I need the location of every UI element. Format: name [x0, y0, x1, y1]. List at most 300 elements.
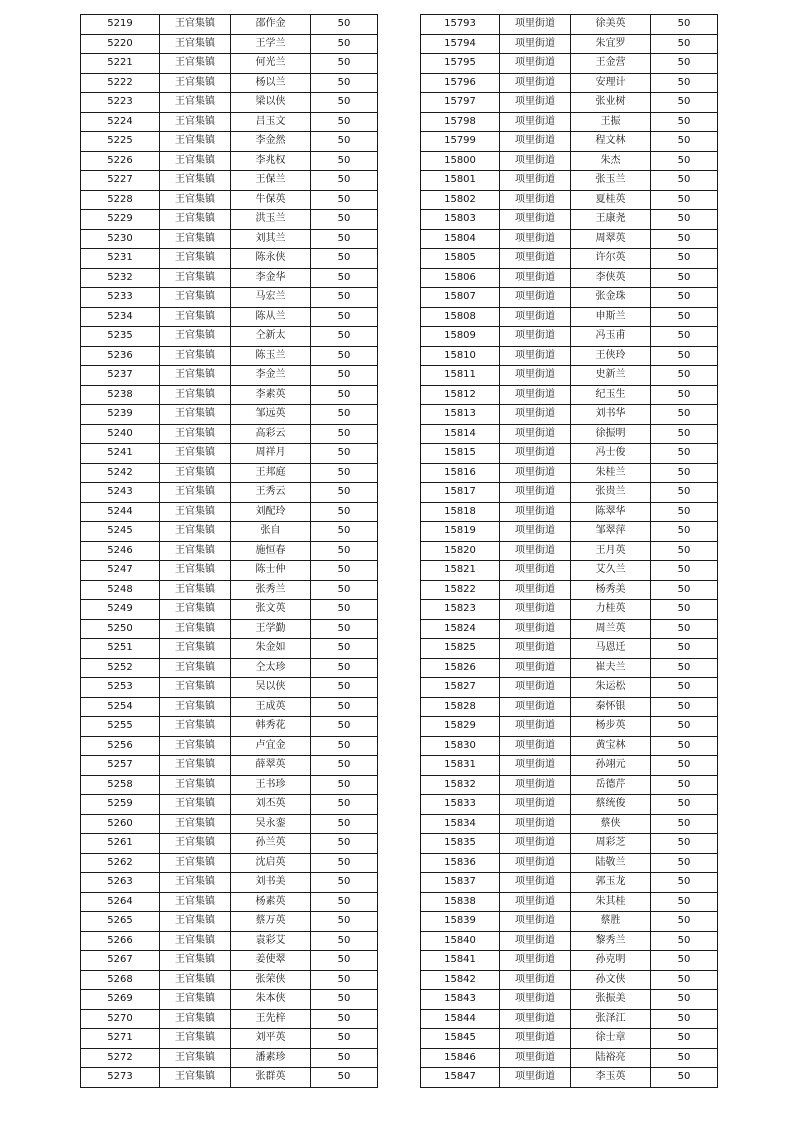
serial-number-cell: 15828 [421, 697, 500, 717]
township-cell: 王官集镇 [160, 775, 231, 795]
serial-number-cell: 5249 [81, 600, 160, 620]
township-cell: 王官集镇 [160, 814, 231, 834]
name-cell: 黎秀兰 [571, 931, 651, 951]
serial-number-cell: 5251 [81, 639, 160, 659]
township-cell: 项里街道 [500, 639, 571, 659]
name-cell: 张振美 [571, 990, 651, 1010]
table-row [421, 717, 718, 737]
amount-cell: 50 [651, 580, 718, 600]
name-cell: 陈玉兰 [231, 346, 311, 366]
table-row [81, 346, 378, 366]
amount-cell: 50 [311, 249, 378, 269]
name-cell: 施恒春 [231, 541, 311, 561]
amount-cell: 50 [651, 346, 718, 366]
table-row [421, 327, 718, 347]
township-cell: 项里街道 [500, 502, 571, 522]
amount-cell: 50 [651, 210, 718, 230]
name-cell: 秦怀银 [571, 697, 651, 717]
township-cell: 王官集镇 [160, 327, 231, 347]
table-row [81, 873, 378, 893]
amount-cell: 50 [651, 229, 718, 249]
amount-cell: 50 [311, 346, 378, 366]
serial-number-cell: 15846 [421, 1048, 500, 1068]
table-row [421, 483, 718, 503]
table-row [421, 990, 718, 1010]
name-cell: 蔡万英 [231, 912, 311, 932]
amount-cell: 50 [311, 639, 378, 659]
serial-number-cell: 5253 [81, 678, 160, 698]
table-row [81, 639, 378, 659]
name-cell: 李兆权 [231, 151, 311, 171]
township-cell: 项里街道 [500, 600, 571, 620]
name-cell: 姜使翠 [231, 951, 311, 971]
serial-number-cell: 15814 [421, 424, 500, 444]
amount-cell: 50 [311, 1048, 378, 1068]
name-cell: 马恩迁 [571, 639, 651, 659]
serial-number-cell: 5236 [81, 346, 160, 366]
amount-cell: 50 [651, 327, 718, 347]
amount-cell: 50 [651, 1068, 718, 1088]
serial-number-cell: 5232 [81, 268, 160, 288]
table-row [81, 600, 378, 620]
serial-number-cell: 5248 [81, 580, 160, 600]
name-cell: 刘书美 [231, 873, 311, 893]
serial-number-cell: 15840 [421, 931, 500, 951]
amount-cell: 50 [311, 463, 378, 483]
amount-cell: 50 [311, 424, 378, 444]
township-cell: 项里街道 [500, 795, 571, 815]
table-row [81, 54, 378, 74]
name-cell: 刘配玲 [231, 502, 311, 522]
township-cell: 王官集镇 [160, 580, 231, 600]
name-cell: 陈从兰 [231, 307, 311, 327]
name-cell: 徐士章 [571, 1029, 651, 1049]
serial-number-cell: 5252 [81, 658, 160, 678]
name-cell: 李素英 [231, 385, 311, 405]
serial-number-cell: 15798 [421, 112, 500, 132]
serial-number-cell: 15834 [421, 814, 500, 834]
table-row [81, 912, 378, 932]
serial-number-cell: 5234 [81, 307, 160, 327]
name-cell: 袁彩艾 [231, 931, 311, 951]
township-cell: 王官集镇 [160, 54, 231, 74]
name-cell: 王保兰 [231, 171, 311, 191]
amount-cell: 50 [311, 190, 378, 210]
table-row [421, 346, 718, 366]
right-roster-table [420, 14, 718, 1088]
table-row [81, 1048, 378, 1068]
township-cell: 王官集镇 [160, 795, 231, 815]
table-row [81, 990, 378, 1010]
serial-number-cell: 15816 [421, 463, 500, 483]
table-row [81, 366, 378, 386]
amount-cell: 50 [311, 405, 378, 425]
amount-cell: 50 [651, 1029, 718, 1049]
table-row [81, 775, 378, 795]
amount-cell: 50 [651, 444, 718, 464]
amount-cell: 50 [311, 717, 378, 737]
serial-number-cell: 15847 [421, 1068, 500, 1088]
township-cell: 项里街道 [500, 151, 571, 171]
name-cell: 韩秀花 [231, 717, 311, 737]
township-cell: 王官集镇 [160, 151, 231, 171]
amount-cell: 50 [311, 54, 378, 74]
table-row [81, 502, 378, 522]
serial-number-cell: 15832 [421, 775, 500, 795]
township-cell: 王官集镇 [160, 483, 231, 503]
amount-cell: 50 [311, 931, 378, 951]
township-cell: 王官集镇 [160, 366, 231, 386]
serial-number-cell: 15839 [421, 912, 500, 932]
table-row [81, 132, 378, 152]
township-cell: 项里街道 [500, 73, 571, 93]
township-cell: 王官集镇 [160, 15, 231, 35]
table-row [81, 171, 378, 191]
serial-number-cell: 5256 [81, 736, 160, 756]
name-cell: 张荣侠 [231, 970, 311, 990]
amount-cell: 50 [311, 834, 378, 854]
name-cell: 陈翠华 [571, 502, 651, 522]
township-cell: 王官集镇 [160, 1068, 231, 1088]
township-cell: 王官集镇 [160, 912, 231, 932]
name-cell: 孙兰英 [231, 834, 311, 854]
amount-cell: 50 [651, 522, 718, 542]
amount-cell: 50 [651, 990, 718, 1010]
serial-number-cell: 5228 [81, 190, 160, 210]
serial-number-cell: 5220 [81, 34, 160, 54]
amount-cell: 50 [651, 1048, 718, 1068]
name-cell: 沈启英 [231, 853, 311, 873]
amount-cell: 50 [311, 580, 378, 600]
name-cell: 李金华 [231, 268, 311, 288]
amount-cell: 50 [651, 463, 718, 483]
serial-number-cell: 5258 [81, 775, 160, 795]
serial-number-cell: 15838 [421, 892, 500, 912]
amount-cell: 50 [651, 717, 718, 737]
township-cell: 王官集镇 [160, 619, 231, 639]
amount-cell: 50 [651, 151, 718, 171]
township-cell: 项里街道 [500, 756, 571, 776]
township-cell: 王官集镇 [160, 385, 231, 405]
township-cell: 王官集镇 [160, 1048, 231, 1068]
township-cell: 项里街道 [500, 678, 571, 698]
table-row [81, 756, 378, 776]
township-cell: 王官集镇 [160, 678, 231, 698]
township-cell: 项里街道 [500, 541, 571, 561]
name-cell: 王秀云 [231, 483, 311, 503]
amount-cell: 50 [651, 561, 718, 581]
township-cell: 项里街道 [500, 736, 571, 756]
table-row [421, 151, 718, 171]
amount-cell: 50 [651, 249, 718, 269]
serial-number-cell: 15804 [421, 229, 500, 249]
township-cell: 项里街道 [500, 814, 571, 834]
table-row [81, 678, 378, 698]
name-cell: 张贵兰 [571, 483, 651, 503]
township-cell: 王官集镇 [160, 73, 231, 93]
township-cell: 王官集镇 [160, 307, 231, 327]
name-cell: 蔡侠 [571, 814, 651, 834]
name-cell: 陆裕亮 [571, 1048, 651, 1068]
table-row [421, 93, 718, 113]
table-row [81, 288, 378, 308]
amount-cell: 50 [651, 424, 718, 444]
name-cell: 牛保英 [231, 190, 311, 210]
amount-cell: 50 [311, 502, 378, 522]
amount-cell: 50 [651, 34, 718, 54]
name-cell: 朱宜罗 [571, 34, 651, 54]
name-cell: 徐振明 [571, 424, 651, 444]
serial-number-cell: 5270 [81, 1009, 160, 1029]
amount-cell: 50 [311, 990, 378, 1010]
name-cell: 朱运松 [571, 678, 651, 698]
table-row [81, 327, 378, 347]
table-row [421, 15, 718, 35]
amount-cell: 50 [311, 600, 378, 620]
amount-cell: 50 [311, 561, 378, 581]
name-cell: 张玉兰 [571, 171, 651, 191]
table-row [81, 210, 378, 230]
amount-cell: 50 [311, 1009, 378, 1029]
township-cell: 王官集镇 [160, 951, 231, 971]
serial-number-cell: 5259 [81, 795, 160, 815]
name-cell: 陆敬兰 [571, 853, 651, 873]
township-cell: 王官集镇 [160, 463, 231, 483]
serial-number-cell: 5237 [81, 366, 160, 386]
table-row [421, 444, 718, 464]
name-cell: 张业树 [571, 93, 651, 113]
name-cell: 陈士仲 [231, 561, 311, 581]
name-cell: 王学兰 [231, 34, 311, 54]
township-cell: 项里街道 [500, 561, 571, 581]
name-cell: 许尔英 [571, 249, 651, 269]
table-row [421, 873, 718, 893]
table-row [421, 132, 718, 152]
name-cell: 艾久兰 [571, 561, 651, 581]
name-cell: 周翠英 [571, 229, 651, 249]
amount-cell: 50 [651, 307, 718, 327]
name-cell: 李玉英 [571, 1068, 651, 1088]
name-cell: 孙克明 [571, 951, 651, 971]
amount-cell: 50 [311, 1068, 378, 1088]
amount-cell: 50 [311, 268, 378, 288]
name-cell: 潘素珍 [231, 1048, 311, 1068]
serial-number-cell: 5227 [81, 171, 160, 191]
amount-cell: 50 [651, 970, 718, 990]
township-cell: 项里街道 [500, 619, 571, 639]
name-cell: 张群英 [231, 1068, 311, 1088]
amount-cell: 50 [651, 405, 718, 425]
township-cell: 项里街道 [500, 834, 571, 854]
table-row [421, 171, 718, 191]
table-row [81, 93, 378, 113]
name-cell: 程文林 [571, 132, 651, 152]
serial-number-cell: 15820 [421, 541, 500, 561]
table-row [421, 210, 718, 230]
serial-number-cell: 15821 [421, 561, 500, 581]
amount-cell: 50 [311, 93, 378, 113]
serial-number-cell: 5245 [81, 522, 160, 542]
table-row [421, 795, 718, 815]
serial-number-cell: 15835 [421, 834, 500, 854]
table-row [81, 619, 378, 639]
township-cell: 项里街道 [500, 54, 571, 74]
table-row [81, 463, 378, 483]
township-cell: 项里街道 [500, 873, 571, 893]
table-row [421, 1009, 718, 1029]
serial-number-cell: 15801 [421, 171, 500, 191]
serial-number-cell: 15793 [421, 15, 500, 35]
table-row [81, 268, 378, 288]
name-cell: 高彩云 [231, 424, 311, 444]
amount-cell: 50 [311, 210, 378, 230]
table-row [421, 34, 718, 54]
serial-number-cell: 15826 [421, 658, 500, 678]
name-cell: 卢宜金 [231, 736, 311, 756]
name-cell: 刘其兰 [231, 229, 311, 249]
serial-number-cell: 5244 [81, 502, 160, 522]
table-row [81, 73, 378, 93]
amount-cell: 50 [311, 892, 378, 912]
name-cell: 朱金如 [231, 639, 311, 659]
serial-number-cell: 5223 [81, 93, 160, 113]
amount-cell: 50 [311, 307, 378, 327]
amount-cell: 50 [651, 658, 718, 678]
serial-number-cell: 15844 [421, 1009, 500, 1029]
amount-cell: 50 [311, 756, 378, 776]
amount-cell: 50 [311, 444, 378, 464]
serial-number-cell: 15841 [421, 951, 500, 971]
township-cell: 王官集镇 [160, 522, 231, 542]
table-row [81, 483, 378, 503]
serial-number-cell: 15824 [421, 619, 500, 639]
serial-number-cell: 15833 [421, 795, 500, 815]
amount-cell: 50 [651, 795, 718, 815]
serial-number-cell: 5231 [81, 249, 160, 269]
serial-number-cell: 15795 [421, 54, 500, 74]
amount-cell: 50 [311, 775, 378, 795]
township-cell: 王官集镇 [160, 444, 231, 464]
name-cell: 仝新太 [231, 327, 311, 347]
township-cell: 项里街道 [500, 346, 571, 366]
township-cell: 王官集镇 [160, 873, 231, 893]
serial-number-cell: 5235 [81, 327, 160, 347]
table-row [421, 268, 718, 288]
township-cell: 王官集镇 [160, 561, 231, 581]
name-cell: 朱本侠 [231, 990, 311, 1010]
name-cell: 岳德芹 [571, 775, 651, 795]
amount-cell: 50 [651, 190, 718, 210]
amount-cell: 50 [651, 736, 718, 756]
name-cell: 王侠玲 [571, 346, 651, 366]
serial-number-cell: 5238 [81, 385, 160, 405]
name-cell: 何光兰 [231, 54, 311, 74]
amount-cell: 50 [651, 288, 718, 308]
township-cell: 项里街道 [500, 1029, 571, 1049]
township-cell: 王官集镇 [160, 112, 231, 132]
serial-number-cell: 15818 [421, 502, 500, 522]
table-row [421, 1068, 718, 1088]
amount-cell: 50 [311, 697, 378, 717]
name-cell: 洪玉兰 [231, 210, 311, 230]
township-cell: 王官集镇 [160, 853, 231, 873]
table-row [421, 931, 718, 951]
serial-number-cell: 15830 [421, 736, 500, 756]
township-cell: 王官集镇 [160, 210, 231, 230]
serial-number-cell: 15808 [421, 307, 500, 327]
township-cell: 王官集镇 [160, 600, 231, 620]
name-cell: 王书珍 [231, 775, 311, 795]
amount-cell: 50 [651, 112, 718, 132]
amount-cell: 50 [651, 132, 718, 152]
serial-number-cell: 5260 [81, 814, 160, 834]
township-cell: 项里街道 [500, 268, 571, 288]
table-row [81, 1009, 378, 1029]
township-cell: 项里街道 [500, 775, 571, 795]
amount-cell: 50 [311, 73, 378, 93]
table-row [81, 190, 378, 210]
serial-number-cell: 15799 [421, 132, 500, 152]
table-row [81, 405, 378, 425]
name-cell: 黄宝林 [571, 736, 651, 756]
township-cell: 王官集镇 [160, 424, 231, 444]
amount-cell: 50 [651, 600, 718, 620]
name-cell: 薛翠英 [231, 756, 311, 776]
name-cell: 李侠英 [571, 268, 651, 288]
township-cell: 项里街道 [500, 93, 571, 113]
table-row [81, 112, 378, 132]
amount-cell: 50 [651, 834, 718, 854]
township-cell: 项里街道 [500, 424, 571, 444]
amount-cell: 50 [651, 892, 718, 912]
township-cell: 项里街道 [500, 190, 571, 210]
table-row [421, 912, 718, 932]
amount-cell: 50 [651, 951, 718, 971]
serial-number-cell: 5265 [81, 912, 160, 932]
name-cell: 朱其桂 [571, 892, 651, 912]
table-row [421, 249, 718, 269]
table-row [81, 795, 378, 815]
name-cell: 冯玉甫 [571, 327, 651, 347]
amount-cell: 50 [651, 366, 718, 386]
name-cell: 陈永侠 [231, 249, 311, 269]
amount-cell: 50 [311, 795, 378, 815]
serial-number-cell: 5268 [81, 970, 160, 990]
township-cell: 王官集镇 [160, 268, 231, 288]
table-row [81, 951, 378, 971]
township-cell: 王官集镇 [160, 346, 231, 366]
amount-cell: 50 [311, 970, 378, 990]
name-cell: 王邦庭 [231, 463, 311, 483]
township-cell: 项里街道 [500, 210, 571, 230]
table-row [81, 814, 378, 834]
name-cell: 张秀兰 [231, 580, 311, 600]
name-cell: 仝太珍 [231, 658, 311, 678]
township-cell: 项里街道 [500, 853, 571, 873]
table-row [81, 229, 378, 249]
serial-number-cell: 5239 [81, 405, 160, 425]
serial-number-cell: 15836 [421, 853, 500, 873]
township-cell: 项里街道 [500, 892, 571, 912]
serial-number-cell: 5266 [81, 931, 160, 951]
township-cell: 项里街道 [500, 288, 571, 308]
amount-cell: 50 [651, 639, 718, 659]
serial-number-cell: 5269 [81, 990, 160, 1010]
serial-number-cell: 5257 [81, 756, 160, 776]
township-cell: 王官集镇 [160, 171, 231, 191]
township-cell: 项里街道 [500, 970, 571, 990]
name-cell: 吴以侠 [231, 678, 311, 698]
